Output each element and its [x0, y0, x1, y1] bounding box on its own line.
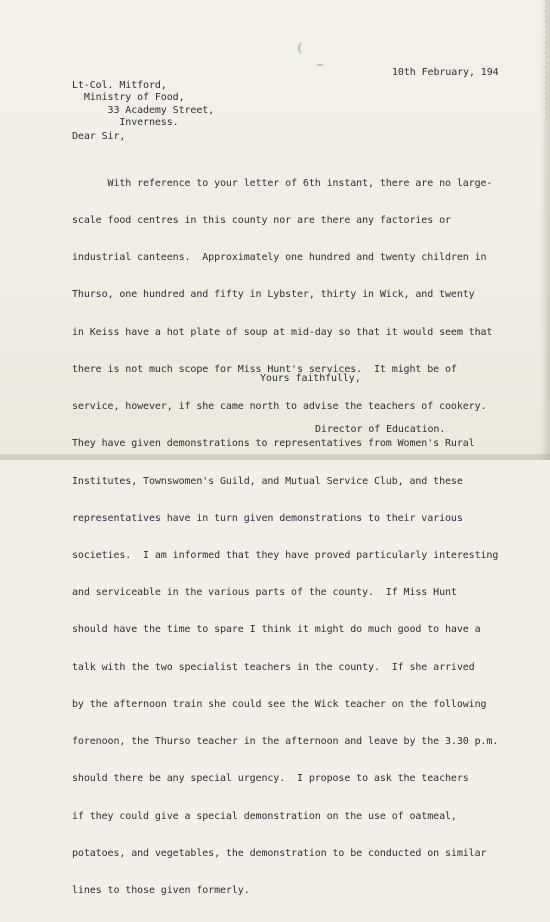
body-line: potatoes, and vegetables, the demonstration to be conducted on similar	[72, 847, 487, 859]
body-line: there is not much scope for Miss Hunt's services. It might be of	[72, 363, 457, 375]
body-line: forenoon, the Thurso teacher in the afternoon and leave by the 3.30 p.m.	[72, 736, 499, 748]
body-line: service, however, if she came north to advise the teachers of cookery.	[72, 401, 487, 413]
body-line: representatives have in turn given demonstrations to their various	[72, 512, 463, 524]
letter-date: 10th February, 194	[392, 67, 499, 78]
body-line: should there be any special urgency. I propose to ask the teachers	[72, 773, 469, 785]
address-line: Lt-Col. Mitford,	[72, 80, 167, 91]
body-line: in Keiss have a hot plate of soup at mid-day so that it would seem that	[72, 326, 493, 338]
body-line: industrial canteens. Approximately one hundred and twenty children in	[72, 252, 487, 264]
letter-body	[72, 153, 498, 922]
closing: Yours faithfully,	[260, 373, 361, 384]
body-line: With reference to your letter of 6th instant, there are no large-	[72, 177, 493, 189]
address-line: Inverness.	[72, 117, 179, 129]
signature-title: Director of Education.	[315, 424, 446, 435]
salutation: Dear Sir,	[72, 131, 126, 142]
body-line: talk with the two specialist teachers in the county. If she arrived	[72, 661, 475, 673]
body-line: and serviceable in the various parts of the county. If Miss Hunt	[72, 587, 457, 599]
body-line: scale food centres in this county nor are there any factories or	[72, 215, 451, 227]
body-line: Thurso, one hundred and fifty in Lybster, thirty in Wick, and twenty	[72, 289, 475, 301]
ink-smudge	[298, 42, 308, 54]
body-line: Institutes, Townswomen's Guild, and Mutual Service Club, and these	[72, 475, 463, 487]
body-line: societies. I am informed that they have proved particularly interesting	[72, 550, 499, 561]
address-line: Ministry of Food,	[72, 92, 185, 104]
ink-tick	[317, 64, 323, 66]
body-line: should have the time to spare I think it might do much good to have a	[72, 624, 481, 636]
body-line: They have given demonstrations to representatives from Women's Rural	[72, 438, 475, 450]
recipient-address	[72, 80, 214, 130]
body-line: if they could give a special demonstration on the use of oatmeal,	[72, 810, 457, 822]
body-line: lines to those given formerly.	[72, 884, 250, 896]
body-line: by the afternoon train she could see the Wick teacher on the following	[72, 698, 487, 710]
address-line: 33 Academy Street,	[72, 104, 215, 116]
margin-mark	[538, 0, 547, 120]
